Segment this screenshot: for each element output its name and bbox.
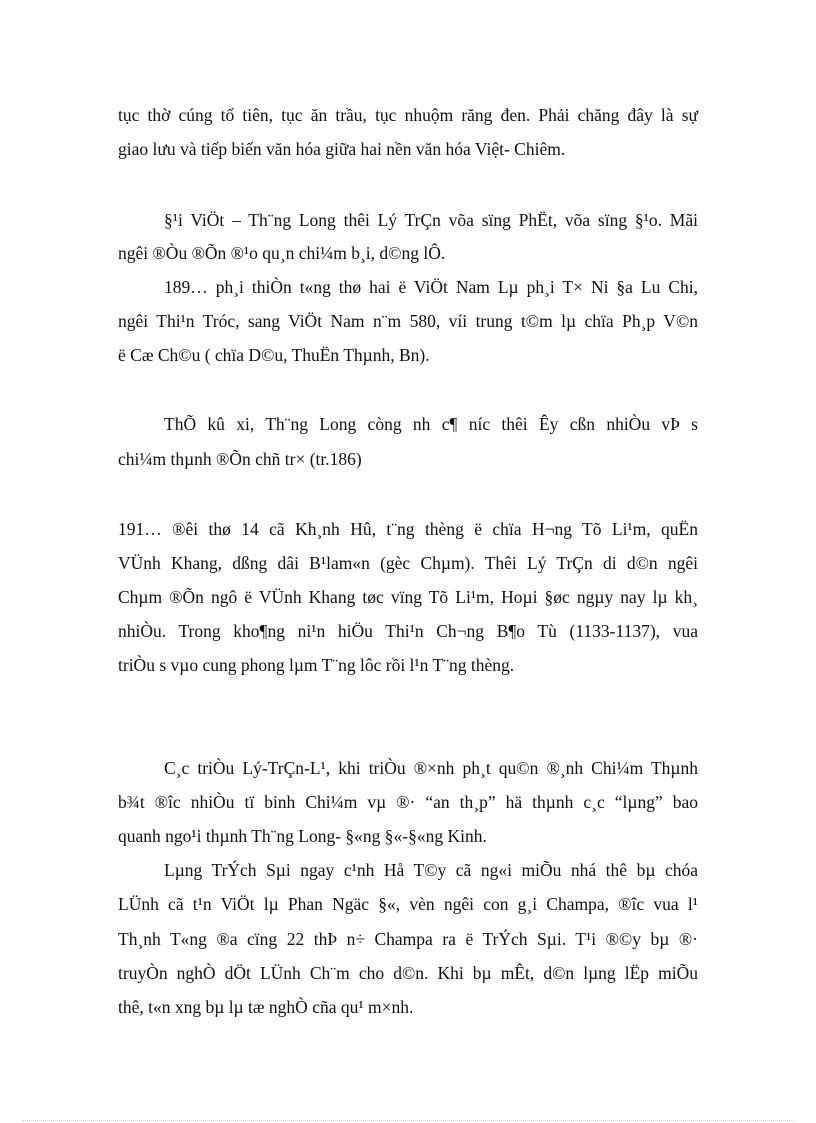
paragraph-4-line-2: chi¼m thµnh ®Õn chñ tr× (tr.186): [118, 449, 362, 469]
paragraph-7-line-1: Lµng TrÝch Sµi ngay c¹nh Hå T©y cã ng«i miÕu nhá thê bµ chóa: [164, 860, 698, 880]
paragraph-4-line-1: ThÕ kû xi, Th¨ng Long còng nh c¶ níc thêi Êy cßn nhiÒu vÞ s: [164, 414, 698, 434]
paragraph-6-line-1: C¸c triÒu Lý-TrÇn-L¹, khi triÒu ®×nh ph¸t qu©n ®¸nh Chi¼m Thµnh: [164, 758, 698, 778]
paragraph-3-line-2: ngêi Thi¹n Tróc, sang ViÖt Nam n¨m 580, víi trung t©m lµ chïa Ph¸p V©n: [118, 311, 698, 331]
paragraph-5-line-3: Chµm ®Õn ngô ë VÜnh Khang tøc vïng Tõ Li¹m, Hoµi §øc ngµy nay lµ kh¸: [118, 587, 698, 607]
paragraph-5-line-4: nhiÒu. Trong kho¶ng ni¹n hiÖu Thi¹n Ch¬ng B¶o Tù (1133-1137), vua: [118, 621, 698, 641]
paragraph-2-line-1: §¹i ViÖt – Th¨ng Long thêi Lý TrÇn võa sïng PhËt, võa sïng §¹o. Mãi: [164, 210, 698, 230]
paragraph-5-line-5: triÒu s vµo cung phong lµm T¨ng lôc rồi l¹n T¨ng thèng.: [118, 655, 515, 675]
paragraph-7-line-4: truyÒn nghÒ dÖt LÜnh Ch¨m cho d©n. Khi bµ mÊt, d©n lµng lËp miÕu: [118, 963, 698, 983]
page-bottom-divider: [22, 1120, 794, 1121]
paragraph-7-line-3: Th¸nh T«ng ®a cïng 22 thÞ n÷ Champa ra ë TrÝch Sµi. T¹i ®©y bµ ®·: [118, 929, 698, 949]
paragraph-5-line-2: VÜnh Khang, dßng dâi B¹lam«n (gèc Chµm). Thêi Lý TrÇn di d©n ngêi: [118, 553, 698, 573]
paragraph-7-line-5: thê, t«n xng bµ lµ tæ nghÒ cña qu¹ m×nh.: [118, 997, 414, 1017]
paragraph-7-line-2: LÜnh cã t¹n ViÖt lµ Phan Ngäc §«, vèn ngêi con g¸i Champa, ®îc vua l¹: [118, 894, 698, 914]
paragraph-5-line-1: 191… ®êi thø 14 cã Kh¸nh Hû, t¨ng thèng ë chïa H¬ng Tõ Li¹m, quËn: [118, 519, 698, 539]
paragraph-6-line-3: quanh ngo¹i thµnh Th¨ng Long- §«ng §«-§«ng Kinh.: [118, 826, 487, 846]
paragraph-1-line-1: tục thờ cúng tổ tiên, tục ăn trầu, tục nhuộm răng đen. Phải chăng đây là sự: [118, 105, 698, 125]
paragraph-3-line-3: ë Cæ Ch©u ( chïa D©u, ThuËn Thµnh, Bn).: [118, 345, 430, 365]
paragraph-6-line-2: b¾t ®îc nhiÒu tï binh Chi¼m vµ ®· “an th¸p” hä thµnh c¸c “lµng” bao: [118, 792, 698, 812]
paragraph-3-line-1: 189… ph¸i thiÒn t«ng thø hai ë ViÖt Nam Lµ ph¸i T× Ni §a Lu Chi,: [164, 277, 698, 297]
paragraph-2-line-2: ngêi ®Òu ®Õn ®¹o qu¸n chi¼m b¸i, d©ng lÔ.: [118, 243, 446, 263]
paragraph-1-line-2: giao lưu và tiếp biến văn hóa giữa hai nền văn hóa Việt- Chiêm.: [118, 139, 566, 159]
